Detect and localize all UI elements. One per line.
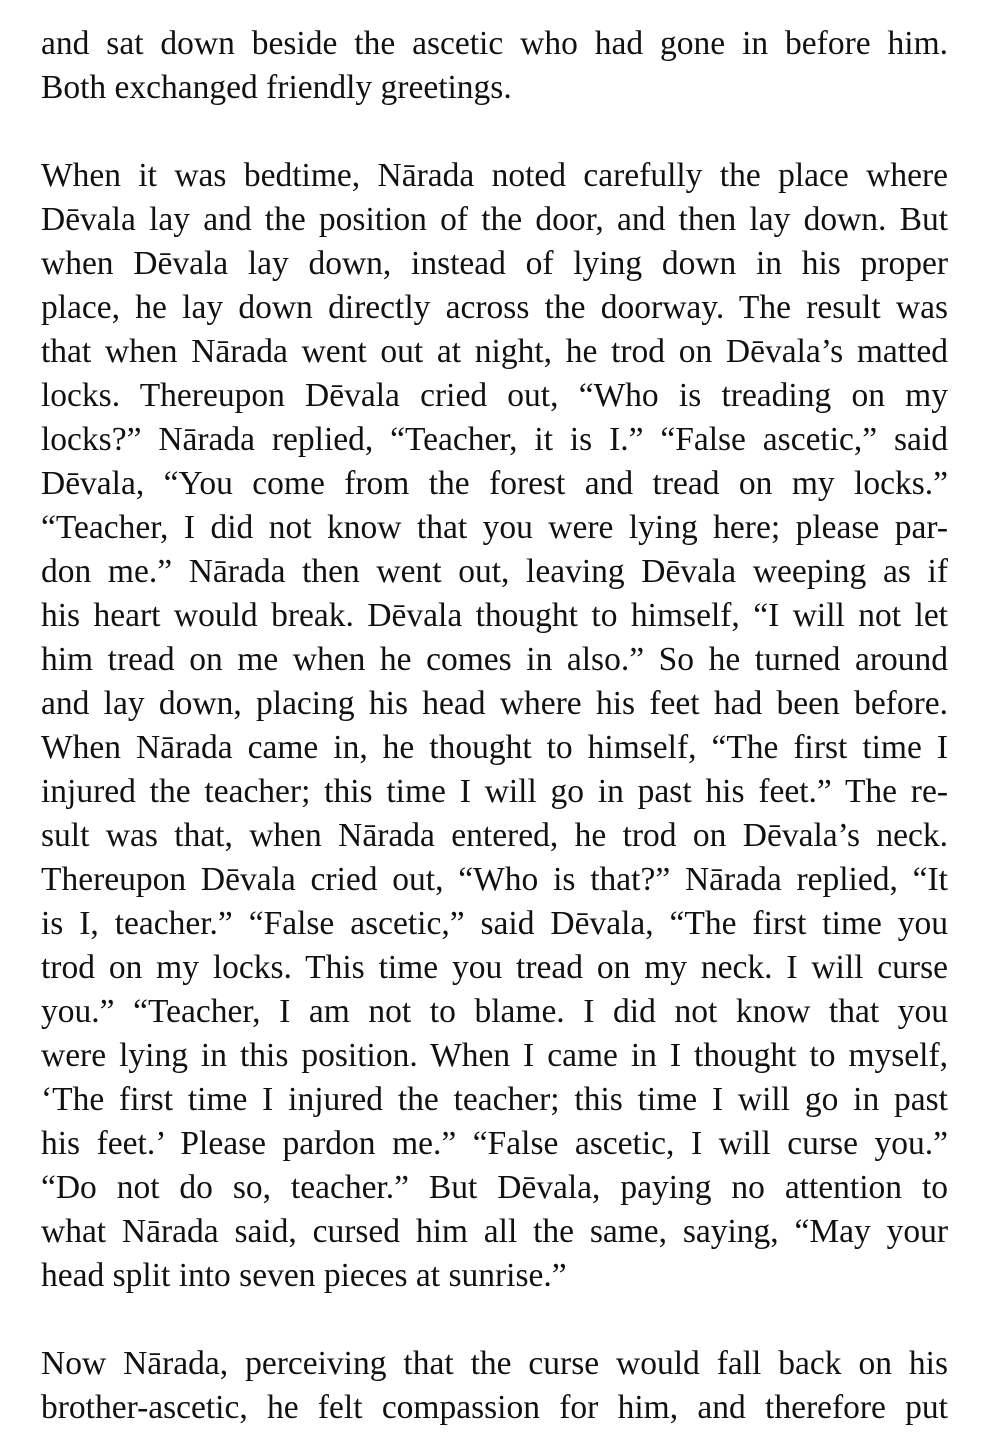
text-line: locks. Thereupon Dēvala cried out, “Who is treading on my — [41, 377, 948, 414]
text-line: sult was that, when Nārada entered, he trod on Dēvala’s neck. — [41, 817, 948, 854]
text-line: what Nārada said, cursed him all the same, saying, “May your — [41, 1213, 948, 1250]
text-line: is I, teacher.” “False ascetic,” said Dēvala, “The first time you — [41, 905, 948, 942]
text-line: Dēvala, “You come from the forest and tread on my locks.” — [41, 465, 948, 502]
text-line: that when Nārada went out at night, he trod on Dēvala’s matted — [41, 333, 948, 370]
text-line: ‘The first time I injured the teacher; this time I will go in past — [41, 1081, 948, 1118]
text-line: were lying in this position. When I came in I thought to myself, — [41, 1037, 948, 1074]
text-line: place, he lay down directly across the doorway. The result was — [41, 289, 948, 326]
text-line: and sat down beside the ascetic who had gone in before him. — [41, 25, 948, 62]
text-line: injured the teacher; this time I will go in past his feet.” The re- — [41, 773, 948, 810]
text-line: Now Nārada, perceiving that the curse would fall back on his — [41, 1345, 948, 1382]
text-line: locks?” Nārada replied, “Teacher, it is I.” “False ascetic,” said — [41, 421, 948, 458]
text-line: brother-ascetic, he felt compassion for him, and therefore put — [41, 1389, 948, 1426]
text-line: and lay down, placing his head where his feet had been before. — [41, 685, 948, 722]
text-line: Thereupon Dēvala cried out, “Who is that?” Nārada replied, “It — [41, 861, 948, 898]
text-line: you.” “Teacher, I am not to blame. I did not know that you — [41, 993, 948, 1030]
text-line: Both exchanged friendly greetings. — [41, 69, 512, 106]
paragraph-3 — [41, 1342, 948, 1430]
paragraph-2 — [41, 154, 948, 1298]
text-line: “Do not do so, teacher.” But Dēvala, paying no attention to — [41, 1169, 948, 1206]
text-line: “Teacher, I did not know that you were lying here; please par- — [41, 509, 948, 546]
text-line: him tread on me when he comes in also.” So he turned around — [41, 641, 948, 678]
text-line: When Nārada came in, he thought to himself, “The first time I — [41, 729, 948, 766]
text-line: trod on my locks. This time you tread on my neck. I will curse — [41, 949, 948, 986]
text-line: When it was bedtime, Nārada noted carefully the place where — [41, 157, 948, 194]
text-line: head split into seven pieces at sunrise.” — [41, 1257, 567, 1294]
text-line: don me.” Nārada then went out, leaving Dēvala weeping as if — [41, 553, 948, 590]
text-line: his feet.’ Please pardon me.” “False ascetic, I will curse you.” — [41, 1125, 948, 1162]
text-line: his heart would break. Dēvala thought to himself, “I will not let — [41, 597, 948, 634]
paragraph-1 — [41, 22, 948, 110]
text-line: when Dēvala lay down, instead of lying down in his proper — [41, 245, 948, 282]
text-line: Dēvala lay and the position of the door, and then lay down. But — [41, 201, 948, 238]
